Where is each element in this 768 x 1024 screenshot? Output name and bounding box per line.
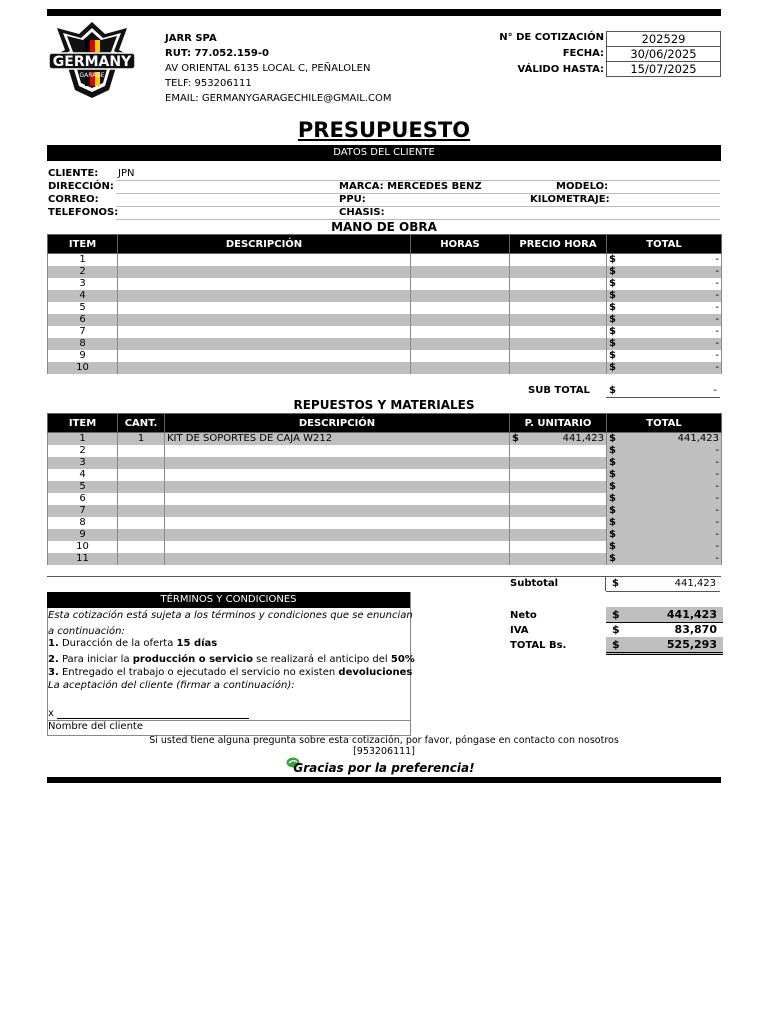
- table-row: [48, 541, 722, 553]
- labor-description[interactable]: [118, 338, 411, 350]
- labor-hours[interactable]: [411, 302, 510, 314]
- table-row: [48, 254, 722, 267]
- labor-total: $ -: [607, 302, 722, 314]
- labor-price[interactable]: [510, 338, 607, 350]
- parts-unit-price[interactable]: [510, 541, 607, 553]
- labor-total: $ -: [607, 278, 722, 290]
- phones-label: TELEFONOS:: [48, 207, 119, 218]
- labor-total: $ -: [607, 350, 722, 362]
- company-rut: RUT: 77.052.159-0: [165, 48, 269, 59]
- parts-item: 11: [48, 553, 118, 565]
- parts-qty[interactable]: [118, 541, 165, 553]
- table-row: [48, 469, 722, 481]
- parts-total: $ -: [607, 553, 722, 565]
- table-row: [48, 302, 722, 314]
- parts-unit-price[interactable]: [510, 553, 607, 565]
- labor-total: $ -: [607, 362, 722, 374]
- company-logo: [47, 20, 137, 100]
- parts-item: 4: [48, 469, 118, 481]
- footer-thanks: Gracias por la preferencia!: [293, 761, 475, 775]
- table-row: [48, 553, 722, 565]
- labor-description[interactable]: [118, 254, 411, 267]
- parts-unit-price[interactable]: [510, 469, 607, 481]
- labor-header-description: DESCRIPCIÓN: [118, 235, 411, 254]
- labor-price[interactable]: [510, 254, 607, 267]
- labor-price[interactable]: [510, 266, 607, 278]
- parts-table: [47, 413, 722, 565]
- parts-total: $ -: [607, 469, 722, 481]
- labor-item: 8: [48, 338, 118, 350]
- parts-total: $ -: [607, 493, 722, 505]
- date-value: 30/06/2025: [606, 46, 721, 62]
- labor-hours[interactable]: [411, 254, 510, 267]
- labor-header-item: ITEM: [48, 235, 118, 254]
- quote-number-value: 202529: [606, 31, 721, 47]
- client-name-label: Nombre del cliente: [48, 721, 143, 732]
- client-section-header: DATOS DEL CLIENTE: [47, 145, 721, 161]
- parts-item: 8: [48, 517, 118, 529]
- terms-item-1: 1. Duracción de la oferta 15 días: [48, 638, 218, 649]
- parts-description[interactable]: [165, 541, 510, 553]
- labor-item: 10: [48, 362, 118, 374]
- table-row: [48, 278, 722, 290]
- table-row: [48, 517, 722, 529]
- labor-price[interactable]: [510, 290, 607, 302]
- shield-icon: [47, 20, 137, 100]
- parts-description[interactable]: [165, 469, 510, 481]
- labor-header-price: PRECIO HORA: [510, 235, 607, 254]
- parts-description[interactable]: [165, 457, 510, 469]
- labor-price[interactable]: [510, 278, 607, 290]
- parts-total: $ -: [607, 541, 722, 553]
- labor-total: $ -: [607, 254, 722, 267]
- parts-qty[interactable]: [118, 517, 165, 529]
- signature-line[interactable]: x: [48, 708, 249, 719]
- bottom-bar: [47, 777, 721, 783]
- parts-item: 5: [48, 481, 118, 493]
- parts-total: $ -: [607, 457, 722, 469]
- labor-table: [47, 234, 722, 374]
- labor-price[interactable]: [510, 362, 607, 374]
- top-bar: [47, 9, 721, 16]
- labor-total: $ -: [607, 338, 722, 350]
- table-row: [48, 457, 722, 469]
- table-row: [48, 445, 722, 457]
- labor-description[interactable]: [118, 362, 411, 374]
- parts-description[interactable]: [165, 493, 510, 505]
- labor-total: $ -: [607, 326, 722, 338]
- address-label: DIRECCIÓN:: [48, 181, 114, 192]
- table-row: [48, 290, 722, 302]
- parts-qty[interactable]: 1: [118, 433, 165, 446]
- parts-unit-price[interactable]: [510, 517, 607, 529]
- parts-qty[interactable]: [118, 529, 165, 541]
- labor-total: $ -: [607, 314, 722, 326]
- parts-total: $ 441,423: [607, 433, 722, 446]
- labor-hours[interactable]: [411, 314, 510, 326]
- date-label: FECHA:: [562, 48, 604, 59]
- labor-price[interactable]: [510, 314, 607, 326]
- valid-until-label: VÁLIDO HASTA:: [517, 64, 604, 75]
- table-row: [48, 326, 722, 338]
- parts-title: REPUESTOS Y MATERIALES: [293, 398, 475, 412]
- parts-header-description: DESCRIPCIÓN: [165, 414, 510, 433]
- parts-qty[interactable]: [118, 469, 165, 481]
- parts-header-item: ITEM: [48, 414, 118, 433]
- labor-description[interactable]: [118, 350, 411, 362]
- labor-item: 3: [48, 278, 118, 290]
- company-email: EMAIL: GERMANYGARAGECHILE@GMAIL.COM: [165, 93, 392, 104]
- table-row: [48, 266, 722, 278]
- table-row: [48, 350, 722, 362]
- terms-intro-1: Esta cotización está sujeta a los términos y condiciones que se enuncian: [48, 610, 413, 621]
- parts-item: 6: [48, 493, 118, 505]
- table-row: [48, 362, 722, 374]
- quote-number-label: N° DE COTIZACIÓN: [499, 32, 604, 43]
- parts-item: 10: [48, 541, 118, 553]
- parts-description[interactable]: [165, 445, 510, 457]
- parts-qty[interactable]: [118, 493, 165, 505]
- email-label: CORREO:: [48, 194, 99, 205]
- labor-description[interactable]: [118, 278, 411, 290]
- page-title: PRESUPUESTO: [297, 118, 471, 142]
- table-row: [48, 338, 722, 350]
- iva-label: IVA: [510, 625, 529, 636]
- labor-description[interactable]: [118, 290, 411, 302]
- labor-header-hours: HORAS: [411, 235, 510, 254]
- footer-phone: [953206111]: [353, 746, 415, 757]
- parts-header-total: TOTAL: [607, 414, 722, 433]
- valid-until-value: 15/07/2025: [606, 61, 721, 77]
- terms-item-2: 2. Para iniciar la producción o servicio se realizará el anticipo del 50%: [48, 654, 415, 665]
- labor-item: 5: [48, 302, 118, 314]
- client-value: JPN: [118, 168, 135, 179]
- model-label: MODELO:: [556, 181, 609, 192]
- terms-item-3: 3. Entregado el trabajo o ejecutado el servicio no existen devoluciones: [48, 667, 413, 678]
- labor-description[interactable]: [118, 266, 411, 278]
- terms-header: TÉRMINOS Y CONDICIONES: [47, 592, 410, 608]
- client-label: CLIENTE:: [48, 168, 99, 179]
- labor-header-total: TOTAL: [607, 235, 722, 254]
- chassis-label: CHASIS:: [339, 207, 385, 218]
- labor-description[interactable]: [118, 314, 411, 326]
- labor-total: $ -: [607, 290, 722, 302]
- labor-hours[interactable]: [411, 350, 510, 362]
- parts-unit-price[interactable]: [510, 445, 607, 457]
- labor-item: 4: [48, 290, 118, 302]
- labor-price[interactable]: [510, 302, 607, 314]
- parts-qty[interactable]: [118, 505, 165, 517]
- parts-qty[interactable]: [118, 481, 165, 493]
- labor-item: 6: [48, 314, 118, 326]
- labor-price[interactable]: [510, 350, 607, 362]
- table-row: [48, 505, 722, 517]
- table-row: [48, 481, 722, 493]
- labor-hours[interactable]: [411, 266, 510, 278]
- brand-label: MARCA: MERCEDES BENZ: [339, 181, 482, 192]
- labor-price[interactable]: [510, 326, 607, 338]
- parts-unit-price[interactable]: [510, 505, 607, 517]
- parts-description[interactable]: [165, 481, 510, 493]
- labor-item: 1: [48, 254, 118, 267]
- neto-label: Neto: [510, 610, 537, 621]
- terms-intro-2: a continuación:: [48, 626, 125, 637]
- parts-item: 2: [48, 445, 118, 457]
- parts-item: 7: [48, 505, 118, 517]
- terms-acceptance: La aceptación del cliente (firmar a continuación):: [48, 680, 295, 691]
- labor-subtotal-value: $ -: [609, 385, 717, 396]
- ppu-label: PPU:: [339, 194, 366, 205]
- labor-item: 9: [48, 350, 118, 362]
- parts-unit-price[interactable]: [510, 529, 607, 541]
- labor-hours[interactable]: [411, 290, 510, 302]
- labor-item: 2: [48, 266, 118, 278]
- labor-total: $ -: [607, 266, 722, 278]
- parts-item: 9: [48, 529, 118, 541]
- parts-description[interactable]: [165, 505, 510, 517]
- parts-qty[interactable]: [118, 445, 165, 457]
- parts-item: 3: [48, 457, 118, 469]
- parts-header-qty: CANT.: [118, 414, 165, 433]
- labor-title: MANO DE OBRA: [331, 220, 437, 234]
- company-phone: TELF: 953206111: [165, 78, 252, 89]
- labor-hours[interactable]: [411, 278, 510, 290]
- parts-description[interactable]: [165, 529, 510, 541]
- parts-total: $ -: [607, 481, 722, 493]
- labor-description[interactable]: [118, 302, 411, 314]
- company-name: JARR SPA: [165, 33, 217, 44]
- parts-unit-price[interactable]: $ 441,423: [510, 433, 607, 446]
- labor-hours[interactable]: [411, 326, 510, 338]
- table-row: [48, 433, 722, 446]
- parts-qty[interactable]: [118, 457, 165, 469]
- parts-total: $ -: [607, 529, 722, 541]
- parts-description[interactable]: [165, 553, 510, 565]
- company-address: AV ORIENTAL 6135 LOCAL C, PEÑALOLEN: [165, 63, 371, 74]
- parts-total: $ -: [607, 505, 722, 517]
- parts-qty[interactable]: [118, 553, 165, 565]
- parts-unit-price[interactable]: [510, 493, 607, 505]
- labor-item: 7: [48, 326, 118, 338]
- parts-total: $ -: [607, 445, 722, 457]
- footer-contact: Si usted tiene alguna pregunta sobre esta cotización, por favor, póngase en contacto con nosotros: [149, 735, 619, 746]
- parts-unit-price[interactable]: [510, 481, 607, 493]
- labor-hours[interactable]: [411, 338, 510, 350]
- table-row: [48, 493, 722, 505]
- total-value: $ 525,293: [606, 637, 723, 655]
- parts-subtotal-value: $ 441,423: [612, 578, 716, 589]
- labor-description[interactable]: [118, 326, 411, 338]
- parts-subtotal-label: Subtotal: [510, 578, 559, 589]
- iva-value: $ 83,870: [606, 622, 723, 638]
- neto-value: $ 441,423: [606, 607, 723, 623]
- km-label: KILOMETRAJE:: [530, 194, 610, 205]
- table-row: [48, 529, 722, 541]
- parts-header-unit-price: P. UNITARIO: [510, 414, 607, 433]
- parts-description[interactable]: KIT DE SOPORTES DE CAJA W212: [165, 433, 510, 446]
- parts-description[interactable]: [165, 517, 510, 529]
- parts-unit-price[interactable]: [510, 457, 607, 469]
- labor-hours[interactable]: [411, 362, 510, 374]
- svg-text:GARAGE: GARAGE: [79, 72, 105, 79]
- labor-subtotal-label: SUB TOTAL: [528, 385, 590, 396]
- parts-total: $ -: [607, 517, 722, 529]
- svg-text:GERMANY: GERMANY: [52, 54, 132, 70]
- table-row: [48, 314, 722, 326]
- parts-item: 1: [48, 433, 118, 446]
- total-label: TOTAL Bs.: [510, 640, 567, 651]
